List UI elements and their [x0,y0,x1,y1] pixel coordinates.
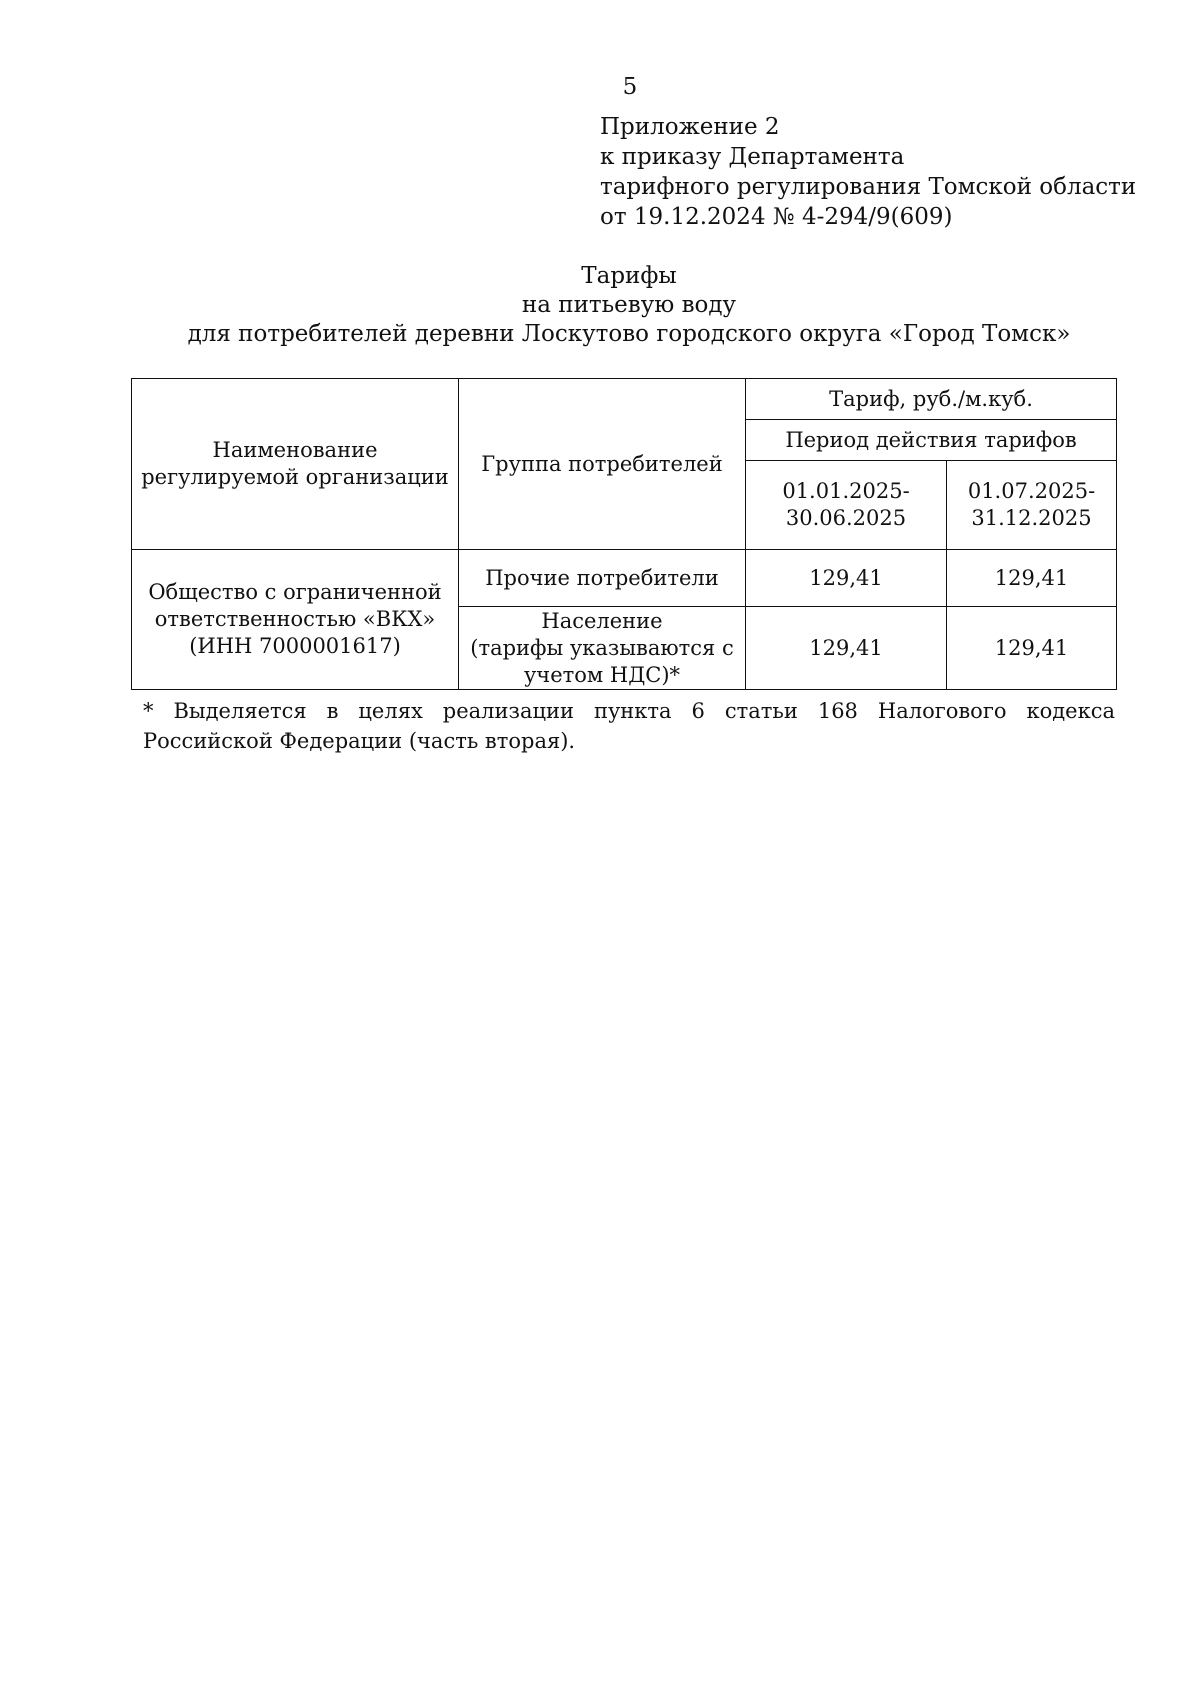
header-period: Период действия тарифов [746,420,1117,461]
appendix-line-4: от 19.12.2024 № 4-294/9(609) [600,204,953,230]
document-title [0,262,1200,349]
tariff-cell: 129,41 [947,550,1117,607]
organization-cell [132,550,459,690]
header-period-1: 01.01.2025-30.06.2025 [746,461,947,550]
tariffs-table [131,378,1117,690]
tariff-cell: 129,41 [947,607,1117,690]
appendix-reference [600,112,1136,232]
header-consumer-group: Группа потребителей [459,379,746,550]
header-period-2: 01.07.2025-31.12.2025 [947,461,1117,550]
appendix-line-1: Приложение 2 [600,114,780,140]
tariff-cell: 129,41 [746,550,947,607]
group-line-1: Население [541,608,663,633]
title-line-1: Тарифы [581,263,677,289]
header-tariff: Тариф, руб./м.куб. [746,379,1117,420]
header-organization: Наименование регулируемой организации [132,379,459,550]
appendix-line-3: тарифного регулирования Томской области [600,174,1137,200]
table-header-row [132,379,1117,420]
organization-line-1: Общество с ограниченной [148,580,442,604]
table-row [132,550,1117,607]
tariff-cell: 129,41 [746,607,947,690]
organization-line-3: (ИНН 7000001617) [189,634,401,658]
title-line-2: на питьевую воду [521,292,737,318]
group-line-3: учетом НДС)* [523,662,681,687]
group-cell: Прочие потребители [459,550,746,607]
appendix-line-2: к приказу Департамента [600,144,905,170]
page-number: 5 [622,74,638,100]
group-cell [459,607,746,690]
organization-line-2: ответственностью «ВКХ» [154,607,436,631]
footnote: * Выделяется в целях реализации пункта 6 статьи 168 Налогового кодекса Российской Федерации (часть вторая). [143,699,1115,753]
title-line-3: для потребителей деревни Лоскутово городского округа «Город Томск» [187,321,1071,347]
group-line-2: (тарифы указываются с [470,635,734,660]
